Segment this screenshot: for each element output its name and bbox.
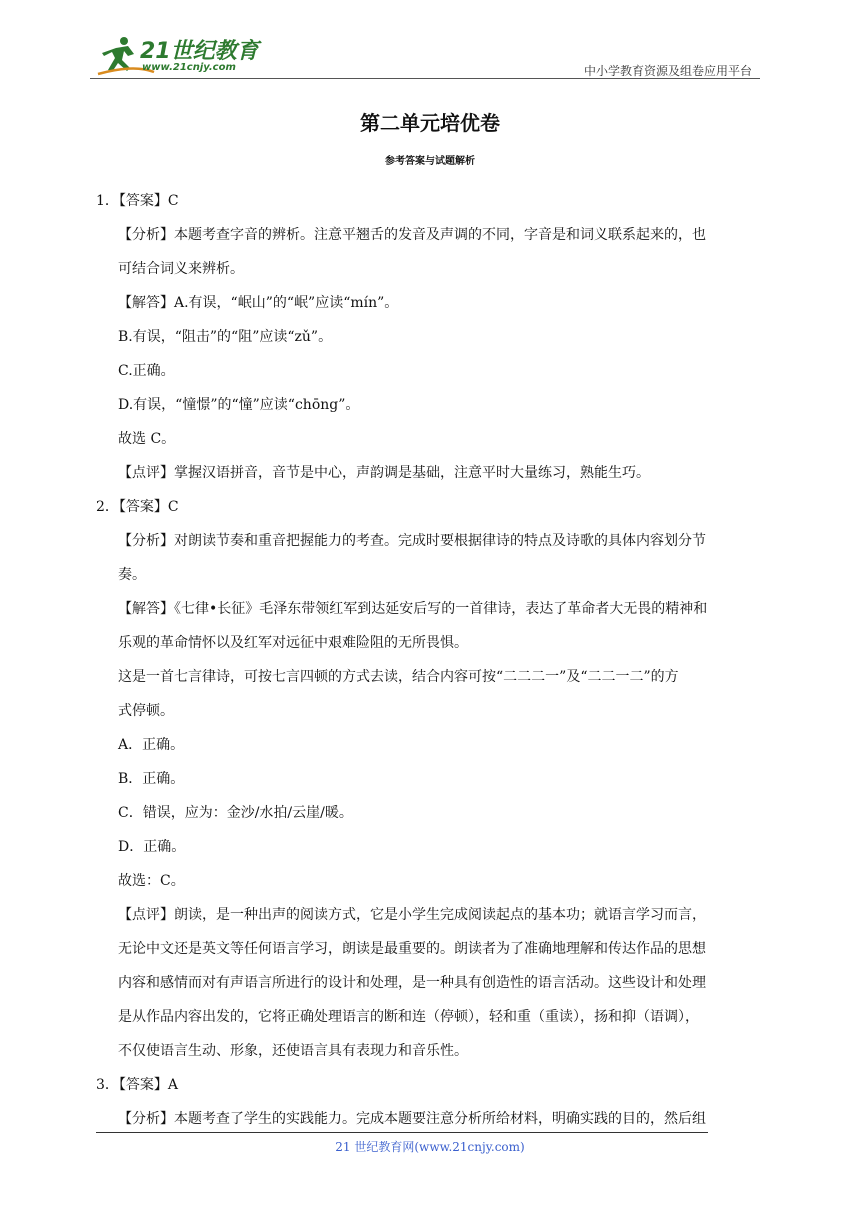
q1-option-d: D.有误，“憧憬”的“憧”应读“chōng”。 <box>118 397 360 413</box>
q2-answer: 2．【答案】C <box>96 499 179 515</box>
platform-name: 中小学教育资源及组卷应用平台 <box>583 64 752 78</box>
q1-choice: 故选 C。 <box>118 431 176 447</box>
q3-analysis: 【分析】本题考查了学生的实践能力。完成本题要注意分析所给材料，明确实践的目的，然后组 <box>118 1111 706 1127</box>
q2-option-d: D．正确。 <box>118 839 186 855</box>
page-title: 第二单元培优卷 <box>360 111 500 135</box>
q2-explanation-cont: 式停顿。 <box>118 703 174 719</box>
q2-option-a: A．正确。 <box>118 737 185 753</box>
footer-text: 21 世纪教育网(www.21cnjy.com) <box>335 1140 525 1154</box>
q1-answer: 1．【答案】C <box>96 193 179 209</box>
q2-analysis: 【分析】对朗读节奏和重音把握能力的考查。完成时要根据律诗的特点及诗歌的具体内容划分节 <box>118 533 706 549</box>
q2-solution-cont: 乐观的革命情怀以及红军对远征中艰难险阻的无所畏惧。 <box>118 635 468 651</box>
q1-analysis-cont: 可结合词义来辨析。 <box>118 261 244 277</box>
answer-content <box>96 184 764 1136</box>
q1-solution: 【解答】A.有误，“岷山”的“岷”应读“mín”。 <box>118 295 399 311</box>
q2-solution: 【解答】《七律•长征》毛泽东带领红军到达延安后写的一首律诗，表达了革命者大无畏的精神和 <box>118 601 708 617</box>
q2-comment-cont-4: 不仅使语言生动、形象，还使语言具有表现力和音乐性。 <box>118 1043 468 1059</box>
footer-divider <box>96 1132 708 1133</box>
q2-comment-cont-2: 内容和感情而对有声语言所进行的设计和处理，是一种具有创造性的语言活动。这些设计和处理 <box>118 975 706 991</box>
q1-option-b: B.有误，“阻击”的“阻”应读“zǔ”。 <box>118 329 333 345</box>
q1-comment: 【点评】掌握汉语拼音，音节是中心，声韵调是基础，注意平时大量练习，熟能生巧。 <box>118 465 650 481</box>
q1-analysis: 【分析】本题考查字音的辨析。注意平翘舌的发音及声调的不同，字音是和词义联系起来的，也 <box>118 227 706 243</box>
q2-comment-cont-3: 是从作品内容出发的，它将正确处理语言的断和连（停顿），轻和重（重读），扬和抑（语调）， <box>118 1009 699 1025</box>
q2-option-c: C．错误，应为：金沙/水拍/云崖/暖。 <box>118 805 353 821</box>
q3-answer: 3．【答案】A <box>96 1077 179 1093</box>
q2-choice: 故选：C。 <box>118 873 185 889</box>
q2-comment-cont-1: 无论中文还是英文等任何语言学习，朗读是最重要的。朗读者为了准确地理解和传达作品的思想 <box>118 941 706 957</box>
q2-analysis-cont: 奏。 <box>118 567 146 583</box>
logo-url: www.21cnjy.com <box>142 62 236 73</box>
q2-option-b: B．正确。 <box>118 771 185 787</box>
q2-comment: 【点评】朗读，是一种出声的阅读方式，它是小学生完成阅读起点的基本功；就语言学习而言， <box>118 907 706 923</box>
logo-text: 21世纪教育 <box>140 39 259 64</box>
page-subtitle: 参考答案与试题解析 <box>385 156 475 167</box>
page-header <box>90 30 760 80</box>
q2-explanation: 这是一首七言律诗，可按七言四顿的方式去读，结合内容可按“二二二一”及“二二一二”的方 <box>118 669 679 685</box>
q1-option-c: C.正确。 <box>118 363 175 379</box>
header-divider <box>90 78 760 79</box>
